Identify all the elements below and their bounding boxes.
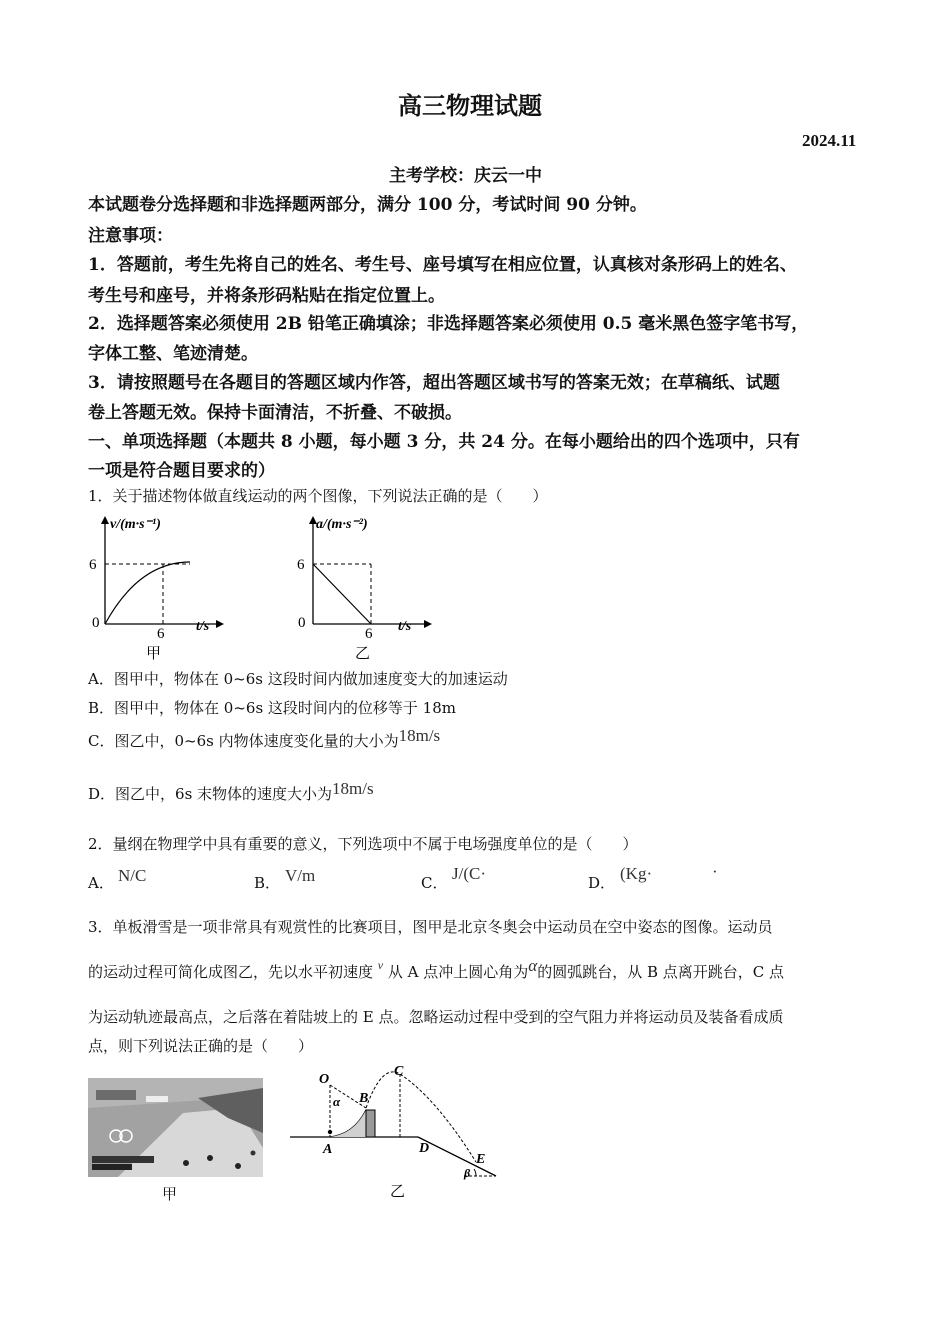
- q3-line: 点，则下列说法正确的是（ ）: [88, 1037, 314, 1055]
- q2-option-a: A．: [88, 874, 114, 892]
- q2-option-d-tail: ·: [712, 862, 718, 881]
- q1-graph-yi: [292, 512, 437, 662]
- host-school: 主考学校：庆云一中: [389, 166, 542, 186]
- diagram-caption: 乙: [390, 1184, 406, 1200]
- snowboard-photo-graphic: [88, 1078, 263, 1177]
- snowboard-photo: [88, 1078, 263, 1177]
- q3-alpha-symbol: α: [528, 956, 538, 975]
- q1-option-d-value: 18m/s: [332, 779, 374, 798]
- q1-option-c: [88, 726, 441, 751]
- notice-line: 1．答题前，考生先将自己的姓名、考生号、座号填写在相应位置，认真核对条形码上的姓名、: [88, 255, 797, 275]
- notice-line: 2．选择题答案必须使用 2B 铅笔正确填涂；非选择题答案必须使用 0.5 毫米黑色签字笔书写，: [88, 314, 809, 334]
- photo-caption: 甲: [162, 1185, 178, 1203]
- q1-option-a: A．图甲中，物体在 0~6s 这段时间内做加速度变大的加速运动: [88, 670, 508, 688]
- q3-line: 为运动轨迹最高点，之后落在着陆坡上的 E 点。忽略运动过程中受到的空气阻力并将运动员及装备看成质: [88, 1008, 784, 1026]
- yi-caption: 乙: [355, 646, 371, 662]
- q2-option-b-value: V/m: [285, 866, 316, 885]
- label-alpha: α: [333, 1094, 341, 1109]
- q2-option-c-value: J/(C·: [452, 864, 486, 883]
- yi-origin: 0: [298, 615, 306, 631]
- section-heading: 一、单项选择题（本题共 8 小题，每小题 3 分，共 24 分。在每小题给出的四个选项中，只有: [88, 432, 800, 452]
- ski-jump-diagram: [286, 1058, 500, 1200]
- notice-title: 注意事项：: [88, 226, 173, 246]
- label-d: D: [419, 1141, 430, 1156]
- q2-stem: 2．量纲在物理学中具有重要的意义，下列选项中不属于电场强度单位的是（ ）: [88, 835, 638, 853]
- jia-xtick: 6: [157, 626, 165, 642]
- q3-text: 的运动过程可简化成图乙，先以水平初速度: [88, 963, 374, 981]
- label-beta: β: [464, 1166, 471, 1180]
- yi-ylabel: a/(m·s⁻²): [316, 517, 368, 532]
- jia-origin: 0: [92, 615, 100, 631]
- jia-ylabel: v/(m·s⁻¹): [110, 517, 161, 532]
- q3-v-symbol: v: [377, 958, 384, 972]
- q1-graph-jia: [84, 512, 229, 662]
- q3-text: 从 A 点冲上圆心角为: [387, 963, 529, 981]
- q2-option-a-value: N/C: [118, 866, 147, 885]
- exam-date: 2024.11: [802, 131, 857, 150]
- exam-intro: 本试题卷分选择题和非选择题两部分，满分 100 分，考试时间 90 分钟。: [88, 195, 647, 215]
- q2-option-d-value: (Kg·: [620, 864, 653, 883]
- yi-ytick: 6: [297, 557, 305, 573]
- q1-option-d: [88, 779, 374, 804]
- label-c: C: [394, 1064, 404, 1079]
- section-heading: 一项是符合题目要求的）: [88, 461, 275, 481]
- q2-option-d: D．: [588, 874, 616, 892]
- exam-title: 高三物理试题: [398, 91, 542, 120]
- jia-ytick: 6: [89, 557, 97, 573]
- yi-xtick: 6: [365, 626, 373, 642]
- jia-caption: 甲: [146, 646, 162, 662]
- q1-option-c-value: 18m/s: [398, 726, 441, 745]
- notice-line: 卷上答题无效。保持卡面清洁，不折叠、不破损。: [88, 403, 462, 423]
- label-b: B: [359, 1091, 369, 1106]
- label-a: A: [323, 1142, 333, 1157]
- q2-option-c: C．: [421, 874, 448, 892]
- q1-stem: 1．关于描述物体做直线运动的两个图像，下列说法正确的是（ ）: [88, 487, 548, 505]
- yi-xlabel: t/s: [398, 619, 412, 634]
- q1-option-d-text: D．图乙中，6s 末物体的速度大小为: [88, 785, 333, 803]
- q3-text: 的圆弧跳台，从 B 点离开跳台，C 点: [537, 963, 785, 981]
- q3-line: 3．单板滑雪是一项非常具有观赏性的比赛项目，图甲是北京冬奥会中运动员在空中姿态的图像。运动员: [88, 918, 773, 936]
- q1-option-b: B．图甲中，物体在 0~6s 这段时间内的位移等于 18m: [88, 699, 456, 717]
- notice-line: 3．请按照题号在各题目的答题区域内作答，超出答题区域书写的答案无效；在草稿纸、试题: [88, 373, 780, 393]
- ramp-block: [366, 1110, 375, 1137]
- label-o: O: [319, 1072, 330, 1087]
- notice-line: 字体工整、笔迹清楚。: [88, 344, 258, 364]
- notice-line: 考生号和座号，并将条形码粘贴在指定位置上。: [88, 286, 445, 306]
- label-e: E: [476, 1152, 486, 1167]
- q2-option-b: B．: [254, 874, 281, 892]
- q1-option-c-text: C．图乙中，0~6s 内物体速度变化量的大小为: [88, 732, 399, 750]
- q3-line: [88, 956, 785, 982]
- jia-xlabel: t/s: [196, 619, 210, 634]
